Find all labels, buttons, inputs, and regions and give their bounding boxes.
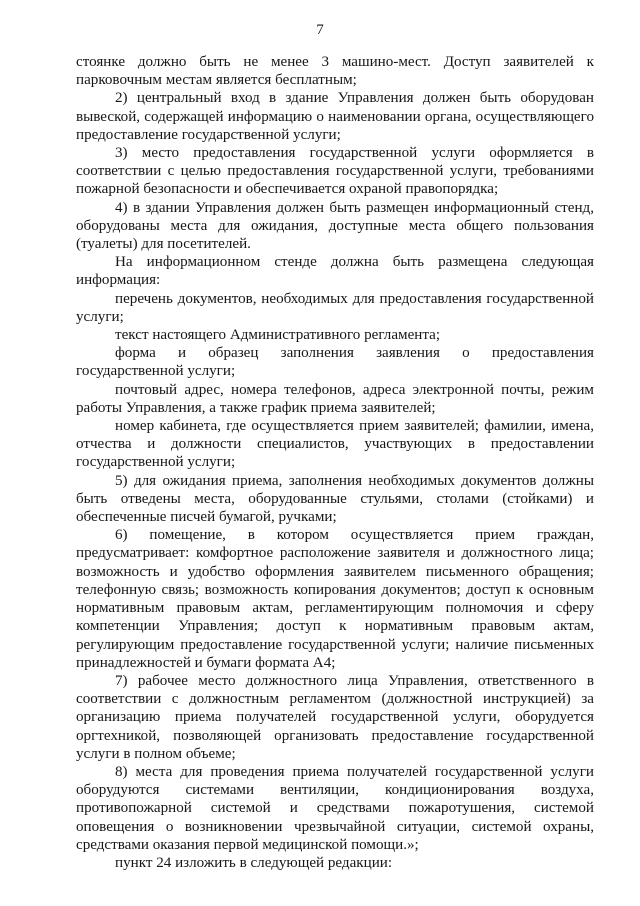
page-number: 7 <box>316 22 324 38</box>
paragraph-item-8-reception-places: 8) места для проведения приема получателей государственной услуги оборудуются системами вентиляции, кондиционирования воздуха, противопожарной системой и средствами пожаротушения, системой оповещения о возникновении чрезвычайной ситуации, системой охраны, средствами оказания первой медицинской помощи.»; <box>76 763 594 853</box>
paragraph-item-6-premises: 6) помещение, в котором осуществляется прием граждан, предусматривает: комфортное расположение заявителя и должностного лица; возможность и удобство оформления заявителем письменного обращения; телефонную связь; возможность копирования документов; доступ к основным нормативным правовым актам, регламентирующим полномочия и сферу компетенции Управления; доступ к нормативным правовым актам, регулирующим предоставление государственной услуги; наличие письменных принадлежностей и бумаги формата А4; <box>76 527 594 671</box>
paragraph-item-24-amendment: пункт 24 изложить в следующей редакции: <box>115 854 393 871</box>
paragraph-item-2-entrance: 2) центральный вход в здание Управления должен быть оборудован вывеской, содержащей информацию о наименовании органа, осуществляющего предоставление государственной услуги; <box>76 90 594 143</box>
paragraph-item-5-waiting: 5) для ожидания приема, заполнения необходимых документов должны быть отведены места, оборудованные стульями, столами (стойками) и обеспеченные писчей бумагой, ручками; <box>76 472 594 526</box>
paragraph-office-number: номер кабинета, где осуществляется прием заявителей; фамилии, имена, отчества и должности специалистов, участвующих в предоставлении государственной услуги; <box>76 418 594 471</box>
paragraph-parking-continuation: стоянке должно быть не менее 3 машино-мест. Доступ заявителей к парковочным местам является бесплатным; <box>76 54 594 89</box>
paragraph-regulation-text: текст настоящего Административного регламента; <box>115 327 441 344</box>
paragraph-item-7-workplace: 7) рабочее место должностного лица Управления, ответственного в соответствии с должностным регламентом (должностной инструкцией) за организацию приема получателей государственной услуги, оборудуется оргтехникой, позволяющей организовать предоставление государственной услуги в полном объеме; <box>76 672 594 762</box>
paragraph-documents-list: перечень документов, необходимых для предоставления государственной услуги; <box>76 290 594 325</box>
paragraph-contacts: почтовый адрес, номера телефонов, адреса электронной почты, режим работы Управления, а также график приема заявителей; <box>76 381 594 416</box>
paragraph-stand-info-intro: На информационном стенде должна быть размещена следующая информация: <box>76 254 594 289</box>
paragraph-item-3-service-place: 3) место предоставления государственной услуги оформляется в соответствии с целью предоставления государственной услуги, требованиями пожарной безопасности и обеспечивается охраной правопорядка; <box>76 145 594 198</box>
document-body <box>76 53 594 872</box>
paragraph-item-4-info-stand: 4) в здании Управления должен быть размещен информационный стенд, оборудованы места для ожидания, доступные места общего пользования (туалеты) для посетителей. <box>76 199 594 253</box>
paragraph-application-form: форма и образец заполнения заявления о предоставления государственной услуги; <box>76 345 594 380</box>
